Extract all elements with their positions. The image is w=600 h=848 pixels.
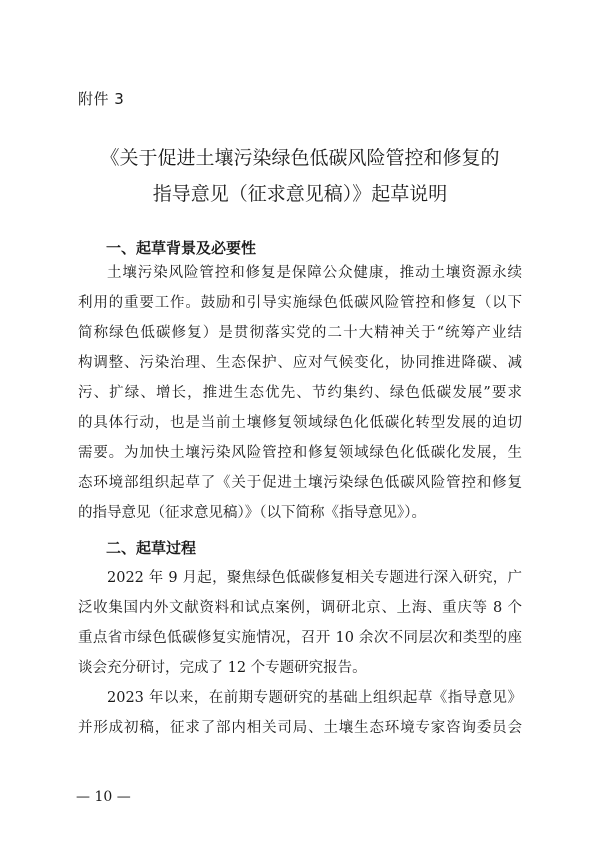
paragraph-line: 的指导意见（征求意见稿）》（以下简称《指导意见》）。 bbox=[78, 505, 426, 521]
paragraph-line: 2023 年以来，在前期专题研究的基础上组织起草《指导意见》 bbox=[107, 690, 522, 706]
section-1-heading: 一、起草背景及必要性 bbox=[106, 239, 257, 257]
paragraph-line: 泛收集国内外文献资料和试点案例，调研北京、上海、重庆等 8 个 bbox=[78, 600, 522, 616]
document-title-line-1: 《关于促进土壤污染绿色低碳风险管控和修复的 bbox=[100, 147, 500, 169]
document-title-line-2: 指导意见（征求意见稿）》起草说明 bbox=[152, 183, 448, 205]
paragraph-line: 态环境部组织起草了《关于促进土壤污染绿色低碳风险管控和修复 bbox=[78, 475, 522, 491]
paragraph-line: 谈会充分研讨，完成了 12 个专题研究报告。 bbox=[78, 660, 367, 676]
paragraph-line: 并形成初稿，征求了部内相关司局、土壤生态环境专家咨询委员会 bbox=[78, 720, 522, 736]
paragraph-line: 需要。为加快土壤污染风险管控和修复领域绿色化低碳化发展，生 bbox=[78, 445, 522, 461]
section-2-heading: 二、起草过程 bbox=[106, 539, 197, 557]
paragraph-line: 利用的重要工作。鼓励和引导实施绿色低碳风险管控和修复（以下 bbox=[78, 295, 522, 311]
attachment-label: 附件 3 bbox=[78, 90, 125, 108]
page-number: — 10 — bbox=[76, 789, 131, 805]
paragraph-line: 简称绿色低碳修复）是贯彻落实党的二十大精神关于“统筹产业结 bbox=[78, 325, 522, 341]
paragraph-line: 污、扩绿、增长，推进生态优先、节约集约、绿色低碳发展”要求 bbox=[78, 385, 522, 401]
paragraph-line: 2022 年 9 月起，聚焦绿色低碳修复相关专题进行深入研究，广 bbox=[107, 570, 522, 586]
paragraph-line: 的具体行动，也是当前土壤修复领域绿色化低碳化转型发展的迫切 bbox=[78, 415, 522, 431]
paragraph-line: 重点省市绿色低碳修复实施情况，召开 10 余次不同层次和类型的座 bbox=[78, 630, 522, 646]
paragraph-line: 土壤污染风险管控和修复是保障公众健康，推动土壤资源永续 bbox=[107, 265, 522, 281]
paragraph-line: 构调整、污染治理、生态保护、应对气候变化，协同推进降碳、减 bbox=[78, 355, 522, 371]
